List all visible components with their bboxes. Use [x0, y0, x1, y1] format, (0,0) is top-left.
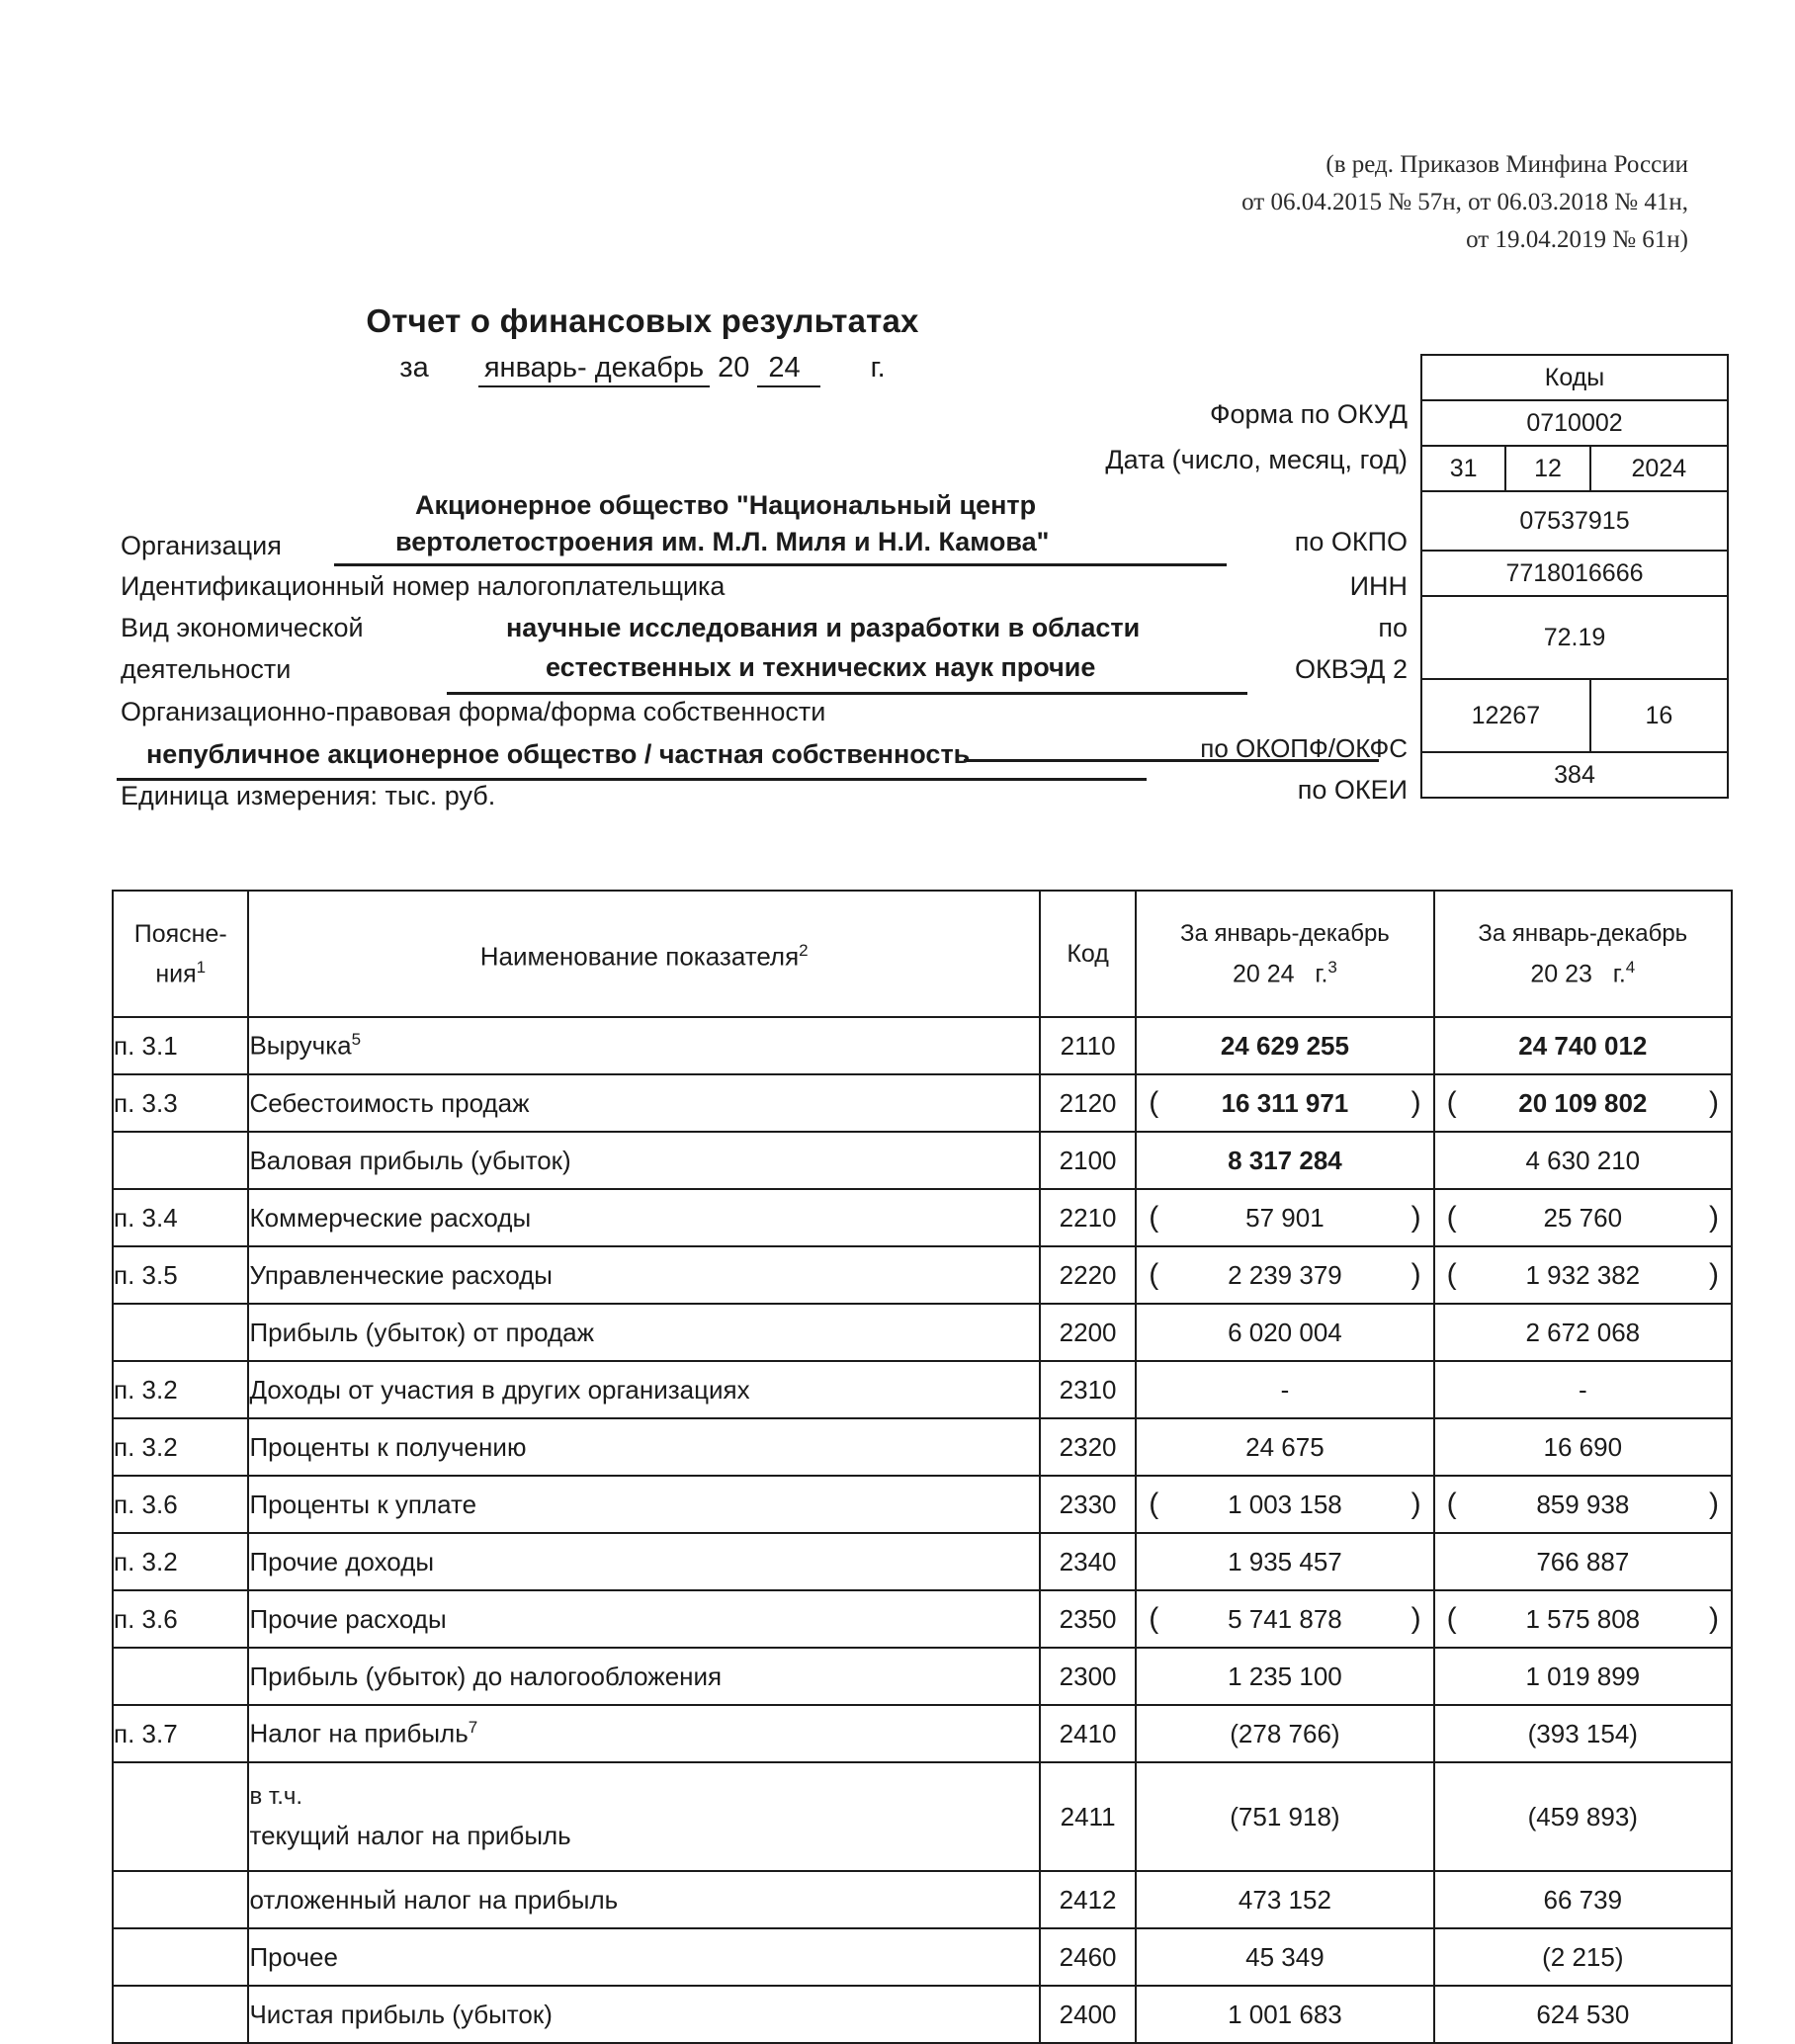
cell-value-number: 45 349 [1245, 1941, 1325, 1972]
cell-value-number: 624 530 [1536, 1999, 1630, 2029]
cell-value-number: 24 675 [1245, 1431, 1325, 1462]
cell-value-current-period [1136, 1986, 1433, 2043]
cell-code: 2400 [1040, 1986, 1136, 2043]
cell-value-previous-period [1434, 1871, 1732, 1928]
legal-form-value: непубличное акционерное общество / частная собственность [146, 739, 971, 769]
cell-value-number: 1 235 100 [1228, 1661, 1342, 1691]
code-value-inn: 7718016666 [1421, 551, 1728, 596]
cell-indicator-text: Прочее [249, 1941, 338, 1972]
paren-close: ) [1709, 1258, 1719, 1291]
cell-indicator-name [248, 1705, 1039, 1762]
cell-value-current-period [1136, 1361, 1433, 1418]
activity-label-line-2: деятельности [121, 654, 292, 684]
cell-value-current-period [1136, 1648, 1433, 1705]
legal-reference-line-2: от 06.04.2015 № 57н, от 06.03.2018 № 41н, [1241, 189, 1688, 215]
activity-value-line-1: научные исследования и разработки в области [506, 613, 1141, 642]
header-code: Код [1040, 891, 1136, 1017]
cell-value-number: 1 003 158 [1228, 1489, 1342, 1519]
header-explanations [113, 891, 248, 1017]
cell-value-number: 859 938 [1536, 1489, 1630, 1519]
cell-value-number: (2 215) [1542, 1941, 1624, 1972]
period-prefix: за [399, 352, 429, 383]
code-value-okpo: 07537915 [1421, 491, 1728, 551]
codes-okei-row [1421, 752, 1728, 798]
cell-explanation: п. 3.2 [113, 1361, 248, 1418]
codes-okpo-row [1421, 491, 1728, 551]
paren-open: ( [1446, 1258, 1457, 1291]
cell-indicator-name [248, 1928, 1039, 1986]
cell-explanation: п. 3.2 [113, 1418, 248, 1476]
cell-value-number: 1 019 899 [1525, 1661, 1641, 1691]
cell-value-current-period [1136, 1476, 1433, 1533]
codes-okopf-okfs-row [1421, 679, 1728, 752]
cell-indicator-text: Проценты к уплате [249, 1489, 477, 1519]
cell-value-previous-period [1434, 1246, 1732, 1304]
table-row [113, 1762, 1732, 1871]
cell-value-previous-period [1434, 1476, 1732, 1533]
paren-open: ( [1446, 1488, 1457, 1520]
cell-value-number: 1 001 683 [1228, 1999, 1342, 2029]
cell-indicator-name [248, 1648, 1039, 1705]
code-label-inn: ИНН [1349, 571, 1408, 601]
activity-value-line-2: естественных и технических наук прочие [546, 652, 1096, 682]
organization-rule [334, 563, 1227, 566]
header-current-period-line-1: За январь-декабрь [1180, 919, 1390, 947]
cell-value-number: - [1578, 1374, 1587, 1405]
cell-value-current-period [1136, 1418, 1433, 1476]
organization-name-line-2: вертолетостроения им. М.Л. Миля и Н.И. Камова" [395, 527, 1050, 556]
table-row [113, 1928, 1732, 1986]
code-label-date: Дата (число, месяц, год) [1105, 445, 1408, 474]
code-value-date-day: 31 [1421, 446, 1505, 491]
cell-explanation: п. 3.1 [113, 1017, 248, 1074]
cell-value-previous-period [1434, 1762, 1732, 1871]
table-row [113, 1246, 1732, 1304]
table-row [113, 1017, 1732, 1074]
cell-indicator-footnote: 5 [351, 1030, 362, 1050]
financial-results-table [112, 890, 1733, 2044]
cell-explanation [113, 1648, 248, 1705]
cell-explanation [113, 1304, 248, 1361]
cell-code: 2220 [1040, 1246, 1136, 1304]
legal-reference-line-1: (в ред. Приказов Минфина России [1325, 151, 1688, 178]
cell-indicator-name [248, 1304, 1039, 1361]
cell-code: 2120 [1040, 1074, 1136, 1132]
table-row [113, 1648, 1732, 1705]
cell-code: 2350 [1040, 1590, 1136, 1648]
cell-explanation: п. 3.4 [113, 1189, 248, 1246]
code-value-okfs: 16 [1590, 679, 1728, 752]
cell-indicator-name [248, 1533, 1039, 1590]
paren-close: ) [1410, 1201, 1421, 1234]
cell-value-number: 2 672 068 [1525, 1317, 1641, 1347]
legal-reference-block [977, 146, 1688, 259]
paren-open: ( [1149, 1488, 1159, 1520]
cell-value-number: 24 629 255 [1220, 1030, 1349, 1061]
cell-value-number: 473 152 [1238, 1884, 1331, 1915]
cell-value-current-period [1136, 1590, 1433, 1648]
cell-code: 2412 [1040, 1871, 1136, 1928]
cell-value-previous-period [1434, 1986, 1732, 2043]
cell-indicator-text: Валовая прибыль (убыток) [249, 1145, 571, 1175]
cell-value-previous-period [1434, 1418, 1732, 1476]
cell-value-current-period [1136, 1928, 1433, 1986]
cell-indicator-text: Прибыль (убыток) от продаж [249, 1317, 594, 1347]
cell-indicator-text: Управленческие расходы [249, 1259, 553, 1290]
cell-value-previous-period [1434, 1361, 1732, 1418]
cell-value-number: (278 766) [1230, 1718, 1340, 1748]
header-previous-year: 23 [1565, 960, 1592, 988]
cell-code: 2310 [1040, 1361, 1136, 1418]
cell-indicator-name [248, 1871, 1039, 1928]
cell-value-current-period [1136, 1762, 1433, 1871]
table-row [113, 1590, 1732, 1648]
table-row [113, 1705, 1732, 1762]
code-label-okud: Форма по ОКУД [1209, 399, 1408, 429]
cell-explanation: п. 3.6 [113, 1476, 248, 1533]
header-indicator [248, 891, 1039, 1017]
cell-indicator-name [248, 1590, 1039, 1648]
table-row [113, 1476, 1732, 1533]
cell-code: 2210 [1040, 1189, 1136, 1246]
paren-close: ) [1709, 1201, 1719, 1234]
cell-code: 2300 [1040, 1648, 1136, 1705]
paren-open: ( [1149, 1086, 1159, 1119]
taxpayer-id-label: Идентификационный номер налогоплательщика [121, 571, 726, 601]
cell-value-number: 1 932 382 [1525, 1259, 1641, 1290]
code-label-okpo: по ОКПО [1294, 527, 1408, 556]
cell-value-number: 66 739 [1543, 1884, 1623, 1915]
cell-indicator-name [248, 1246, 1039, 1304]
codes-okved-row [1421, 596, 1728, 679]
paren-close: ) [1709, 1086, 1719, 1119]
paren-close: ) [1709, 1488, 1719, 1520]
cell-value-current-period [1136, 1017, 1433, 1074]
header-current-year: 24 [1266, 960, 1295, 988]
cell-indicator-name [248, 1074, 1039, 1132]
cell-value-current-period [1136, 1189, 1433, 1246]
cell-indicator-subheading: в т.ч. [249, 1782, 303, 1810]
cell-code: 2110 [1040, 1017, 1136, 1074]
codes-inn-row [1421, 551, 1728, 596]
cell-value-number: 766 887 [1536, 1546, 1630, 1576]
header-explanations-line-2: ния [155, 960, 197, 988]
cell-explanation [113, 1928, 248, 1986]
cell-value-current-period [1136, 1246, 1433, 1304]
cell-value-previous-period [1434, 1928, 1732, 1986]
paren-close: ) [1410, 1488, 1421, 1520]
cell-indicator-text: Проценты к получению [249, 1431, 527, 1462]
paren-close: ) [1709, 1602, 1719, 1635]
cell-explanation [113, 1762, 248, 1871]
cell-code: 2200 [1040, 1304, 1136, 1361]
cell-value-number: 16 690 [1543, 1431, 1623, 1462]
table-row [113, 1418, 1732, 1476]
paren-open: ( [1149, 1602, 1159, 1635]
paren-open: ( [1446, 1201, 1457, 1234]
legal-reference-line-3: от 19.04.2019 № 61н) [1466, 226, 1688, 253]
header-previous-period [1434, 891, 1732, 1017]
cell-value-current-period [1136, 1871, 1433, 1928]
code-label-po: по [1378, 613, 1408, 642]
cell-indicator-text: Прибыль (убыток) до налогообложения [249, 1661, 723, 1691]
cell-indicator-name [248, 1017, 1039, 1074]
cell-indicator-text: отложенный налог на прибыль [249, 1884, 619, 1915]
paren-open: ( [1149, 1258, 1159, 1291]
cell-indicator-text: Выручка [249, 1030, 352, 1061]
organization-label: Организация [121, 531, 282, 560]
table-header-row [113, 891, 1732, 1017]
period-year-label: г. [870, 352, 886, 383]
cell-indicator-text: Доходы от участия в других организациях [249, 1374, 750, 1405]
cell-value-current-period [1136, 1132, 1433, 1189]
cell-value-number: 25 760 [1543, 1202, 1623, 1233]
cell-code: 2320 [1040, 1418, 1136, 1476]
paren-close: ) [1410, 1258, 1421, 1291]
cell-indicator-text: Налог на прибыль [249, 1718, 469, 1748]
period-months: январь- декабрь [478, 352, 710, 387]
code-label-okved: ОКВЭД 2 [1294, 654, 1408, 684]
header-current-g: г. [1315, 960, 1328, 988]
cell-explanation: п. 3.3 [113, 1074, 248, 1132]
cell-value-previous-period [1434, 1132, 1732, 1189]
cell-indicator-text: Чистая прибыль (убыток) [249, 1999, 553, 2029]
header-previous-period-line-2 [1435, 951, 1731, 990]
legal-form-rule-top [964, 759, 1379, 762]
cell-explanation [113, 1986, 248, 2043]
table-row [113, 1361, 1732, 1418]
paren-open: ( [1446, 1086, 1457, 1119]
cell-value-previous-period [1434, 1648, 1732, 1705]
paren-open: ( [1446, 1602, 1457, 1635]
activity-label-line-1: Вид экономической [121, 613, 364, 642]
cell-value-number: 24 740 012 [1518, 1030, 1648, 1061]
cell-indicator-name [248, 1418, 1039, 1476]
code-value-okved: 72.19 [1421, 596, 1728, 679]
cell-explanation: п. 3.5 [113, 1246, 248, 1304]
header-current-period-line-2 [1137, 951, 1432, 990]
table-row [113, 1074, 1732, 1132]
cell-value-previous-period [1434, 1590, 1732, 1648]
cell-value-number: 1 935 457 [1228, 1546, 1342, 1576]
cell-indicator-footnote: 7 [468, 1718, 478, 1738]
table-row [113, 1132, 1732, 1189]
cell-value-number: 1 575 808 [1525, 1603, 1641, 1634]
code-value-okopf: 12267 [1421, 679, 1590, 752]
cell-value-previous-period [1434, 1074, 1732, 1132]
code-value-okei: 384 [1421, 752, 1728, 798]
cell-indicator-name [248, 1762, 1039, 1871]
cell-indicator-text: Себестоимость продаж [249, 1087, 530, 1118]
code-value-okud: 0710002 [1421, 400, 1728, 446]
codes-table [1420, 354, 1729, 799]
cell-code: 2410 [1040, 1705, 1136, 1762]
table-body [113, 1017, 1732, 2043]
codes-header-cell: Коды [1421, 355, 1728, 400]
cell-explanation: п. 3.6 [113, 1590, 248, 1648]
table-row [113, 1871, 1732, 1928]
header-explanations-line-1: Поясне- [133, 919, 227, 948]
legal-form-label: Организационно-правовая форма/форма собственности [121, 697, 826, 726]
cell-code: 2411 [1040, 1762, 1136, 1871]
cell-value-current-period [1136, 1533, 1433, 1590]
cell-indicator-name [248, 1986, 1039, 2043]
header-indicator-sup: 2 [799, 941, 809, 961]
header-indicator-text: Наименование показателя [479, 941, 800, 972]
cell-value-number: - [1280, 1374, 1290, 1405]
cell-value-previous-period [1434, 1017, 1732, 1074]
activity-rule [447, 692, 1247, 695]
table-row [113, 1986, 1732, 2043]
table-row [113, 1189, 1732, 1246]
cell-value-number: (751 918) [1230, 1801, 1340, 1831]
cell-indicator-text: Коммерческие расходы [249, 1202, 532, 1233]
paren-open: ( [1149, 1201, 1159, 1234]
codes-date-row [1421, 446, 1728, 491]
cell-indicator-text: Прочие расходы [249, 1603, 447, 1634]
cell-value-previous-period [1434, 1705, 1732, 1762]
cell-indicator-name [248, 1476, 1039, 1533]
cell-code: 2460 [1040, 1928, 1136, 1986]
cell-value-number: 20 109 802 [1518, 1087, 1648, 1118]
codes-okud-row [1421, 400, 1728, 446]
cell-value-current-period [1136, 1304, 1433, 1361]
cell-code: 2340 [1040, 1533, 1136, 1590]
cell-value-current-period [1136, 1074, 1433, 1132]
header-previous-sup: 4 [1625, 957, 1636, 977]
cell-value-number: 57 901 [1245, 1202, 1325, 1233]
cell-value-number: 2 239 379 [1228, 1259, 1342, 1290]
code-label-okopf-okfs: по ОКОПФ/ОКФС [1200, 733, 1408, 763]
period-year-prefix: 20 [718, 352, 750, 383]
cell-value-number: 4 630 210 [1525, 1145, 1641, 1175]
code-value-date-month: 12 [1505, 446, 1589, 491]
cell-value-number: (459 893) [1527, 1801, 1638, 1831]
codes-header-row [1421, 355, 1728, 400]
cell-value-previous-period [1434, 1304, 1732, 1361]
header-previous-year-prefix: 20 [1530, 960, 1559, 988]
table-row [113, 1533, 1732, 1590]
cell-value-number: (393 154) [1527, 1718, 1638, 1748]
cell-explanation [113, 1871, 248, 1928]
cell-value-previous-period [1434, 1189, 1732, 1246]
cell-explanation: п. 3.7 [113, 1705, 248, 1762]
cell-value-previous-period [1434, 1533, 1732, 1590]
period-year-suffix: 24 [757, 352, 820, 387]
header-current-period [1136, 891, 1433, 1017]
cell-value-current-period [1136, 1705, 1433, 1762]
cell-value-number: 16 311 971 [1221, 1087, 1349, 1118]
cell-indicator-name [248, 1361, 1039, 1418]
cell-code: 2100 [1040, 1132, 1136, 1189]
code-label-okei: по ОКЕИ [1297, 775, 1408, 805]
table-row [113, 1304, 1732, 1361]
cell-indicator-text: Прочие доходы [249, 1546, 435, 1576]
cell-indicator-name [248, 1132, 1039, 1189]
header-current-sup: 3 [1327, 957, 1337, 977]
cell-value-number: 8 317 284 [1228, 1145, 1342, 1175]
cell-explanation [113, 1132, 248, 1189]
reporting-period-line [0, 352, 1285, 387]
cell-code: 2330 [1040, 1476, 1136, 1533]
paren-close: ) [1410, 1602, 1421, 1635]
cell-indicator-text: текущий налог на прибыль [249, 1820, 571, 1850]
code-value-date-year: 2024 [1590, 446, 1728, 491]
header-previous-g: г. [1612, 960, 1626, 988]
header-current-year-prefix: 20 [1232, 960, 1260, 988]
organization-name-line-1: Акционерное общество "Национальный центр [415, 490, 1037, 520]
unit-of-measure-label: Единица измерения: тыс. руб. [121, 781, 496, 810]
document-title: Отчет о финансовых результатах [366, 302, 919, 339]
paren-close: ) [1410, 1086, 1421, 1119]
header-explanations-sup: 1 [196, 957, 207, 977]
header-previous-period-line-1: За январь-декабрь [1478, 919, 1688, 947]
cell-value-number: 5 741 878 [1228, 1603, 1342, 1634]
cell-explanation: п. 3.2 [113, 1533, 248, 1590]
cell-indicator-name [248, 1189, 1039, 1246]
cell-value-number: 6 020 004 [1228, 1317, 1342, 1347]
